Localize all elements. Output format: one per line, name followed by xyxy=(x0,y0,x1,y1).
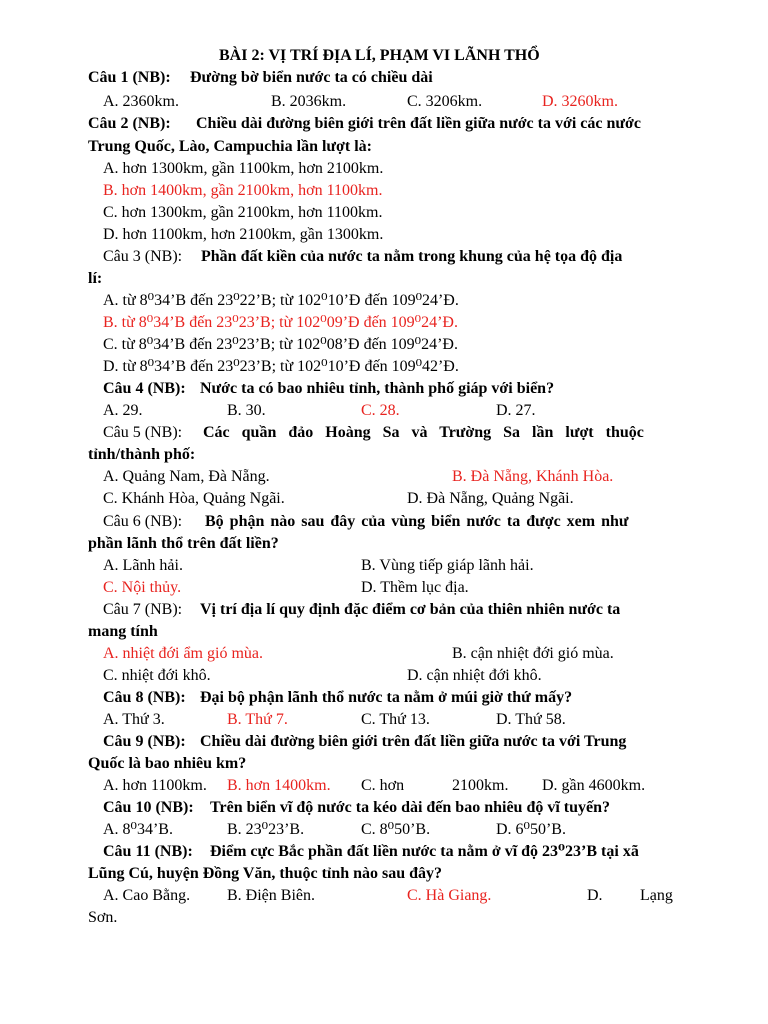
option-d: D. 6⁰50’B. xyxy=(496,821,566,838)
question-3-cont xyxy=(0,268,768,290)
option-b-correct: B. hơn 1400km, gần 2100km, hơn 1100km. xyxy=(103,182,383,199)
option-a: A. hơn 1300km, gần 1100km, hơn 2100km. xyxy=(103,160,384,177)
option-b-correct: B. từ 8⁰34’B đến 23⁰23’B; từ 102⁰09’Đ đến 109⁰24’Đ. xyxy=(103,314,458,331)
question-1 xyxy=(0,67,768,89)
question-text: Phần đất kiền của nước ta nằm trong khung của hệ tọa độ địa xyxy=(201,248,623,265)
option-b-correct: B. hơn 1400km. xyxy=(227,777,331,794)
question-label: Câu 8 (NB): xyxy=(103,689,186,706)
question-2 xyxy=(0,113,768,135)
q3-option-d xyxy=(0,356,768,378)
question-text: Nước ta có bao nhiêu tỉnh, thành phố giáp với biển? xyxy=(200,380,555,397)
option-b: B. 23⁰23’B. xyxy=(227,821,305,838)
option-a: A. Cao Bằng. xyxy=(103,887,191,904)
question-label: Câu 10 (NB): xyxy=(103,799,194,816)
option-b: B. Điện Biên. xyxy=(227,887,315,904)
question-6 xyxy=(0,511,768,533)
q2-option-d xyxy=(0,224,768,246)
question-text-cont: tỉnh/thành phố: xyxy=(88,446,196,463)
option-c-correct: C. 28. xyxy=(361,402,400,419)
q2-option-a xyxy=(0,158,768,180)
q6-options-ab xyxy=(0,555,768,577)
question-text: Đại bộ phận lãnh thổ nước ta nằm ở múi giờ thứ mấy? xyxy=(200,689,573,706)
question-4 xyxy=(0,378,768,400)
option-a: A. Thứ 3. xyxy=(103,711,165,728)
option-d-text-cont: Sơn. xyxy=(88,909,118,926)
q2-option-b xyxy=(0,180,768,202)
option-d: D. Thềm lục địa. xyxy=(361,579,469,596)
question-label: Câu 1 (NB): xyxy=(88,69,171,86)
option-a: A. từ 8⁰34’B đến 23⁰22’B; từ 102⁰10’Đ đến 109⁰24’Đ. xyxy=(103,292,459,309)
question-text: Bộ phận nào sau đây của vùng biển nước ta được xem như xyxy=(205,513,629,530)
question-3 xyxy=(0,246,768,268)
q7-options-cd xyxy=(0,665,768,687)
option-c: C. Khánh Hòa, Quảng Ngãi. xyxy=(103,490,285,507)
question-7 xyxy=(0,599,768,621)
question-label: Câu 11 (NB): xyxy=(103,843,193,860)
option-c: C. Thứ 13. xyxy=(361,711,430,728)
question-11 xyxy=(0,841,768,863)
question-text-cont: Trung Quốc, Lào, Campuchia lần lượt là: xyxy=(88,138,372,155)
title-line xyxy=(0,45,768,67)
question-text: Điểm cực Bắc phần đất liền nước ta nằm ở vĩ độ 23⁰23’B tại xã xyxy=(210,843,639,860)
option-c: C. 3206km. xyxy=(407,93,483,110)
q5-options-cd xyxy=(0,488,768,510)
option-b: B. 30. xyxy=(227,402,266,419)
question-label: Câu 2 (NB): xyxy=(88,115,171,132)
option-a-correct: A. nhiệt đới ẩm gió mùa. xyxy=(103,645,263,662)
question-text: Vị trí địa lí quy định đặc điểm cơ bản của thiên nhiên nước ta xyxy=(200,601,621,618)
option-a: A. 8⁰34’B. xyxy=(103,821,173,838)
q3-option-a xyxy=(0,290,768,312)
question-9-cont xyxy=(0,753,768,775)
question-text-cont: Lũng Cú, huyện Đồng Văn, thuộc tỉnh nào sau đây? xyxy=(88,865,443,882)
question-5 xyxy=(0,422,768,444)
question-label: Câu 3 (NB): xyxy=(103,248,183,265)
question-label: Câu 5 (NB): xyxy=(103,424,183,441)
question-text-cont: mang tính xyxy=(88,623,158,640)
option-b: B. cận nhiệt đới gió mùa. xyxy=(452,645,614,662)
option-c-correct: C. Nội thủy. xyxy=(103,579,182,596)
option-a: A. 2360km. xyxy=(103,93,179,110)
q7-options-ab xyxy=(0,643,768,665)
page-title: BÀI 2: VỊ TRÍ ĐỊA LÍ, PHẠM VI LÃNH THỔ xyxy=(219,47,540,64)
option-d-correct: D. 3260km. xyxy=(542,93,618,110)
option-b-correct: B. Đà Nẵng, Khánh Hòa. xyxy=(452,468,614,485)
option-d: D. hơn 1100km, hơn 2100km, gần 1300km. xyxy=(103,226,384,243)
option-c: C. hơn 1300km, gần 2100km, hơn 1100km. xyxy=(103,204,383,221)
question-text: Chiều dài đường biên giới trên đất liền giữa nước ta với Trung xyxy=(200,733,627,750)
q1-options xyxy=(0,91,768,113)
q9-options xyxy=(0,775,768,797)
option-a: A. Lãnh hải. xyxy=(103,557,183,574)
q2-option-c xyxy=(0,202,768,224)
option-c-value: 2100km. xyxy=(452,777,509,794)
option-c: C. 8⁰50’B. xyxy=(361,821,431,838)
question-2-cont xyxy=(0,136,768,158)
option-a: A. hơn 1100km. xyxy=(103,777,207,794)
question-11-cont xyxy=(0,863,768,885)
question-label: Câu 6 (NB): xyxy=(103,513,183,530)
question-text: Các quần đảo Hoàng Sa và Trường Sa lần lượt thuộc xyxy=(203,424,644,441)
option-c: C. từ 8⁰34’B đến 23⁰23’B; từ 102⁰08’Đ đến 109⁰24’Đ. xyxy=(103,336,458,353)
option-b: B. 2036km. xyxy=(271,93,347,110)
q5-options-ab xyxy=(0,466,768,488)
q10-options xyxy=(0,819,768,841)
q3-option-c xyxy=(0,334,768,356)
option-d: D. Thứ 58. xyxy=(496,711,566,728)
option-d: D. 27. xyxy=(496,402,536,419)
question-6-cont xyxy=(0,533,768,555)
question-9 xyxy=(0,731,768,753)
question-5-cont xyxy=(0,444,768,466)
option-d: D. Đà Nẵng, Quảng Ngãi. xyxy=(407,490,574,507)
option-b-correct: B. Thứ 7. xyxy=(227,711,288,728)
question-label: Câu 4 (NB): xyxy=(103,380,186,397)
option-b: B. Vùng tiếp giáp lãnh hải. xyxy=(361,557,534,574)
question-label: Câu 7 (NB): xyxy=(103,601,183,618)
option-d-prefix: D. xyxy=(587,887,603,904)
question-text: Trên biển vĩ độ nước ta kéo dài đến bao nhiêu độ vĩ tuyến? xyxy=(210,799,611,816)
question-text: Chiều dài đường biên giới trên đất liền giữa nước ta với các nước xyxy=(196,115,641,132)
option-d: D. gần 4600km. xyxy=(542,777,646,794)
option-a: A. Quảng Nam, Đà Nẵng. xyxy=(103,468,270,485)
question-text: Đường bờ biển nước ta có chiều dài xyxy=(190,69,433,86)
q6-options-cd xyxy=(0,577,768,599)
option-c-correct: C. Hà Giang. xyxy=(407,887,492,904)
q11-option-d-cont xyxy=(0,907,768,929)
question-text-cont: lí: xyxy=(88,270,103,287)
question-text-cont: Quốc là bao nhiêu km? xyxy=(88,755,247,772)
option-d: D. từ 8⁰34’B đến 23⁰23’B; từ 102⁰10’Đ đến 109⁰42’Đ. xyxy=(103,358,459,375)
q4-options xyxy=(0,400,768,422)
option-a: A. 29. xyxy=(103,402,143,419)
question-10 xyxy=(0,797,768,819)
question-7-cont xyxy=(0,621,768,643)
option-d-text: Lạng xyxy=(640,887,673,904)
option-c-prefix: C. hơn xyxy=(361,777,405,794)
q3-option-b xyxy=(0,312,768,334)
question-label: Câu 9 (NB): xyxy=(103,733,186,750)
q8-options xyxy=(0,709,768,731)
question-text-cont: phần lãnh thổ trên đất liền? xyxy=(88,535,279,552)
option-c: C. nhiệt đới khô. xyxy=(103,667,211,684)
question-8 xyxy=(0,687,768,709)
q11-options xyxy=(0,885,768,907)
option-d: D. cận nhiệt đới khô. xyxy=(407,667,542,684)
